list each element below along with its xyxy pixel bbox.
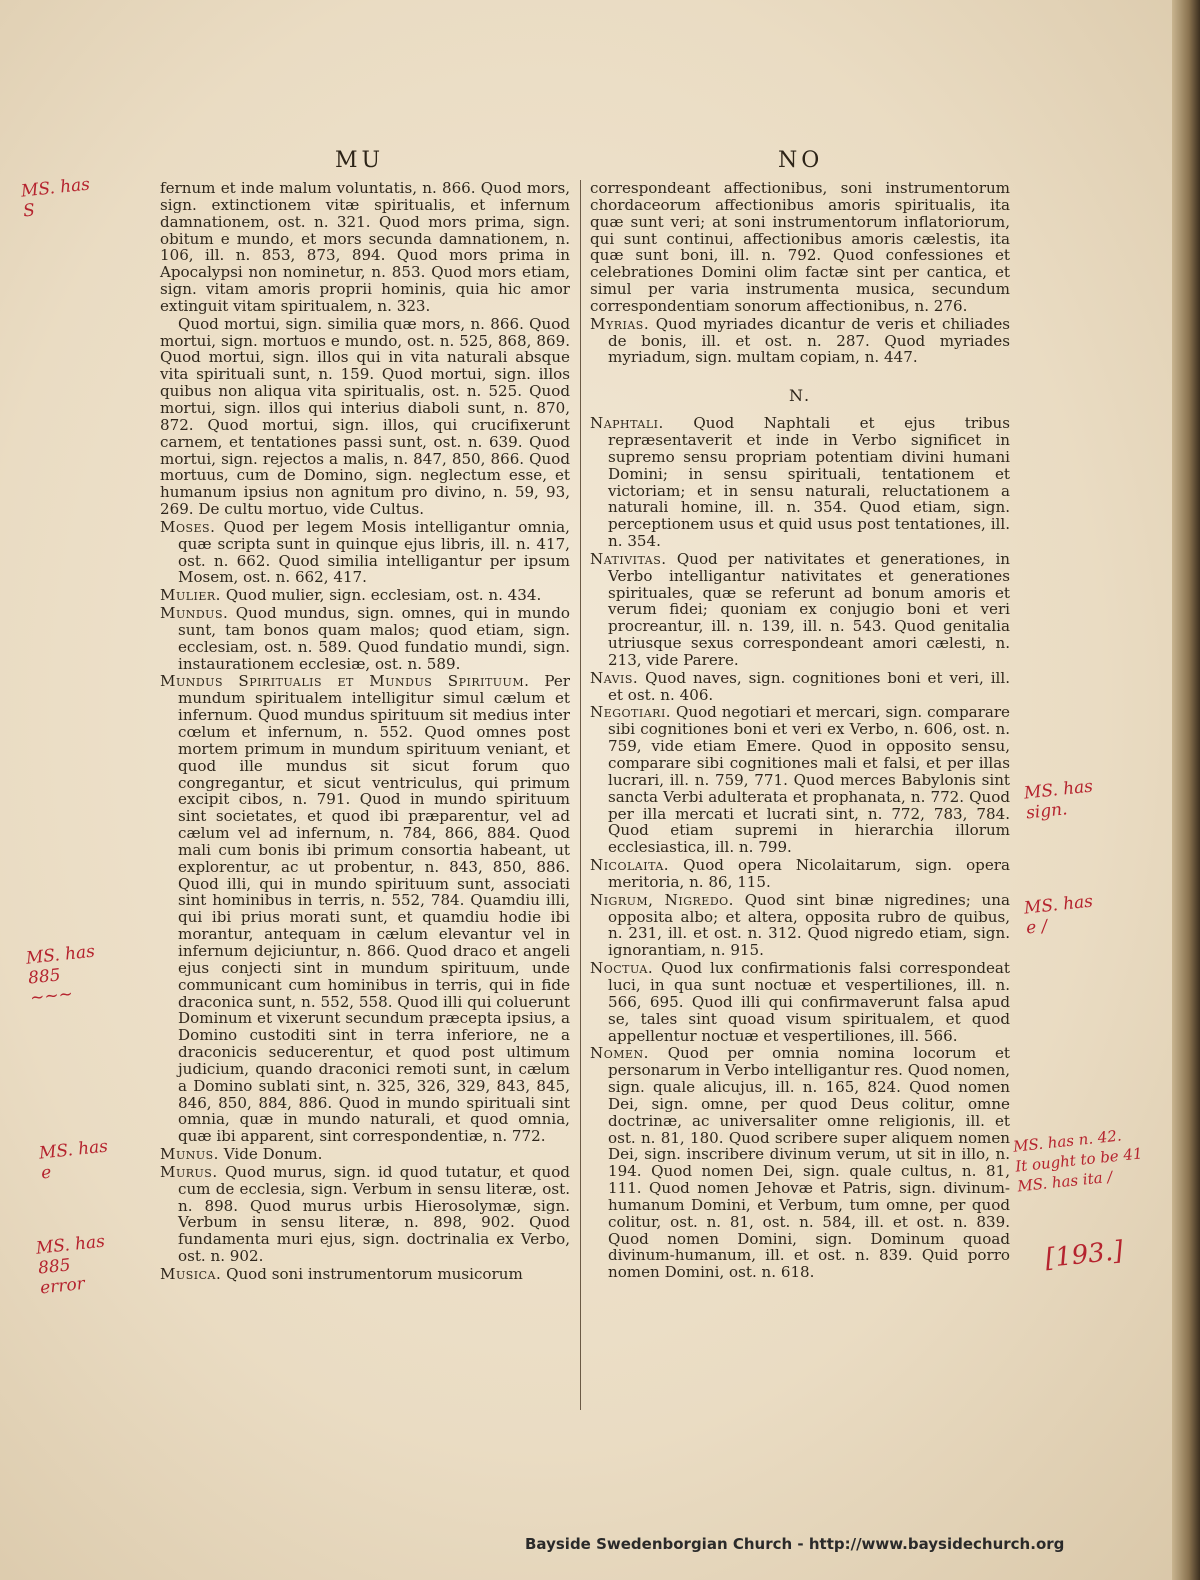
section-letter: N. xyxy=(788,386,812,406)
index-entry xyxy=(160,605,570,672)
entry-text: Quod mortui, sign. similia quæ mors, n. 866. Quod mortui, sign. mortuos e mundo, ost. n. 525, 868, 869. Quod mortui, sign. illos qui in vita naturali absque vita spirituali sunt, n. 159. Quod mortui, sign. illos quibus non aliqua vita spiritualis, ost. n. 525. Quod mortui, sign. illos qui interius diaboli sunt, n. 870, 872. Quod mortui, sign. illos, qui crucifixerunt carnem, et tentationes passi sunt, ost. n. 639. Quod mortui, sign. rejectos a malis, n. 847, 850, 866. Quod mortuus, cum de Domino, sign. neglectum esse, et humanum ipsius non agnitum pro divino, n. 59, 93, 269. De cultu mortuo, vide Cultus. xyxy=(160,314,570,519)
entry-headword: Nomen. xyxy=(590,1044,649,1063)
margin-note: MS. has 885 ~~~ xyxy=(25,941,96,1009)
entry-text: Quod sint binæ nigredines; una opposita albo; et altera, opposita rubro de quibus, n. 231, ill. et ost. n. 312. Quod nigredo etiam, sign. ignorantiam, n. 915. xyxy=(608,890,1010,960)
entry-headword: Murus. xyxy=(160,1162,218,1181)
index-entry xyxy=(590,551,1010,669)
index-entry xyxy=(160,1266,570,1283)
entry-text: Quod murus, sign. id quod tutatur, et quod cum de ecclesia, sign. Verbum in sensu literæ, ost. n. 898. Quod murus urbis Hierosolymæ, sign. Verbum in sensu literæ, n. 898, 902. Quod fundamenta muri ejus, sign. doctrinalia ex Verbo, ost. n. 902. xyxy=(178,1162,570,1266)
index-entry xyxy=(160,673,570,1145)
margin-note: MS. has e / xyxy=(1023,891,1094,939)
index-entry xyxy=(160,587,570,604)
entry-headword: Mundus. xyxy=(160,604,229,623)
index-entry xyxy=(160,180,570,315)
index-entry xyxy=(590,180,1010,315)
margin-note: MS. has 885 error xyxy=(35,1231,106,1299)
entry-headword: Negotiari. xyxy=(590,703,672,722)
entry-headword: Moses. xyxy=(160,517,216,536)
entry-text: Quod opera Nicolaitarum, sign. opera meritoria, n. 86, 115. xyxy=(608,856,1010,891)
index-entry xyxy=(590,670,1010,704)
margin-note: MS. has n. 42. It ought to be 41 MS. has ita / xyxy=(1012,1126,1144,1196)
index-entry xyxy=(160,1164,570,1265)
entry-text: Quod mulier, sign. ecclesiam, ost. n. 434. xyxy=(225,586,542,605)
entry-text: Quod lux confirmationis falsi correspondeat luci, in qua sunt noctuæ et vespertiliones, ill. n. 566, 695. Quod illi qui confirmaverunt falsa apud se, tales sint quoad visum spiritualem, et quod appellentur noctuæ et vespertiliones, ill. 566. xyxy=(608,959,1010,1045)
entry-headword: Naphtali. xyxy=(590,414,664,433)
entry-text: correspondeant affectionibus, soni instrumentorum chordaceorum affectionibus amoris spiritualis, ita quæ sunt veri; at soni instrumentorum inflatoriorum, qui sunt continui, affectionibus amoris cælestis, ita quæ sunt boni, ill. n. 792. Quod confessiones et celebrationes Domini olim factæ sint per cantica, et simul per varia instrumenta musica, secundum correspondentiam sonorum affectionibus, n. 276. xyxy=(590,179,1010,315)
running-head-right: NO xyxy=(778,148,824,173)
entry-text: Quod per nativitates et generationes, in Verbo intelligantur nativitates et generationes spirituales, quæ se referunt ad bonum amoris et verum fidei; quoniam ex conjugio boni et veri procreantur, ill. n. 139, ill. n. 543. Quod genitalia utriusque sexus correspondeant amori cælesti, n. 213, vide Parere. xyxy=(608,549,1010,669)
entry-headword: Munus. xyxy=(160,1145,219,1164)
entry-text: Vide Donum. xyxy=(223,1145,323,1164)
index-entry xyxy=(590,960,1010,1044)
margin-note: [193.] xyxy=(1043,1235,1125,1275)
entry-text: Quod per legem Mosis intelligantur omnia, quæ scripta sunt in quinque ejus libris, ill. n. 417, ost. n. 662. Quod similia intelligantur per ipsum Mosem, ost. n. 662, 417. xyxy=(178,517,570,587)
entry-text: Per mundum spiritualem intelligitur simul cælum et infernum. Quod mundus spirituum sit medius inter cœlum et infernum, n. 552. Quod omnes post mortem primum in mundum spirituum veniant, et quod ille mundus sit sicut forum quo congregantur, et sicut ventriculus, qui primum excipit cibos, n. 791. Quod in mundo spirituum sint societates, et quod ibi præparentur, vel ad cælum vel ad infernum, n. 784, 866, 884. Quod mali cum bonis ibi primum consortia habeant, ut explorentur, ac ut probentur, n. 843, 850, 886. Quod illi, qui in mundo spirituum sunt, associati sint hominibus in terris, n. 552, 784. Quamdiu illi, qui ibi prius morati sunt, et quamdiu hodie ibi morantur, antequam in cælum elevantur vel in infernum dejiciuntur, n. 866. Quod draco et angeli ejus conjecti sint in mundum spirituum, unde communicant cum hominibus in terris, qui in fide draconica sunt, n. 552, 558. Quod illi qui coluerunt Dominum et vixerunt secundum præcepta ipsius, a Domino custoditi sint in terra inferiore, ne a draconicis seducerentur, et quod post ultimum judicium, quando draconici remoti sunt, in cælum a Domino sublati sint, n. 325, 326, 329, 843, 845, 846, 850, 884, 886. Quod in mundo spirituali sint omnia, quæ in mundo naturali, et quod omnia, quæ ibi apparent, sint correspondentiæ, n. 772. xyxy=(178,672,570,1146)
margin-note: MS. has e xyxy=(38,1136,109,1184)
entry-text: Quod negotiari et mercari, sign. comparare sibi cognitiones boni et veri ex Verbo, n. 606, ost. n. 759, vide etiam Emere. Quod in opposito sensu, comparare sibi cognitiones mali et falsi, et per illas lucrari, ill. n. 759, 771. Quod merces Babylonis sint sancta Verbi adulterata et prophanata, n. 772. Quod per illa mercati et lucrati sint, n. 772, 783, 784. Quod etiam supremi in hierarchia illorum ecclesiastica, ill. n. 799. xyxy=(608,703,1010,857)
entry-headword: Nigrum, Nigredo. xyxy=(590,890,734,909)
left-column xyxy=(160,180,570,1284)
entry-headword: Navis. xyxy=(590,668,639,687)
entry-text: Quod naves, sign. cognitiones boni et veri, ill. et ost. n. 406. xyxy=(608,668,1010,704)
index-entry xyxy=(590,857,1010,891)
index-entry xyxy=(160,519,570,586)
column-divider xyxy=(580,180,581,1410)
entry-text: Quod Naphtali et ejus tribus repræsentaverit et inde in Verbo significet in supremo sensu propriam potentiam divini humani Domini; in sensu spirituali, tentationem et victoriam; et in sensu naturali, reluctationem a naturali homine, ill. n. 354. Quod etiam, sign. perceptionem usus et quid usus post tentationes, ill. n. 354. xyxy=(608,414,1010,551)
entry-headword: Musica. xyxy=(160,1265,222,1283)
entry-text: Quod soni instrumentorum musicorum xyxy=(226,1265,523,1283)
entry-headword: Nicolaita. xyxy=(590,856,670,875)
footer-credit: Bayside Swedenborgian Church - http://www.baysidechurch.org xyxy=(525,1535,1065,1553)
entry-text: Quod myriades dicantur de veris et chiliades de bonis, ill. et ost. n. 287. Quod myriades myriadum, sign. multam copiam, n. 447. xyxy=(608,314,1010,367)
index-entry xyxy=(590,415,1010,550)
margin-note: MS. has sign. xyxy=(1023,776,1094,824)
index-entry xyxy=(160,1146,570,1163)
entry-text: Quod per omnia nomina locorum et personarum in Verbo intelligantur res. Quod nomen, sign. quale alicujus, ill. n. 165, 824. Quod nomen Dei, sign. omne, per quod Deus colitur, omne doctrinæ, ac universaliter omne religionis, ill. et ost. n. 81, 180. Quod scribere super aliquem nomen Dei, sign. inscribere divinum verum, ut sit in illo, n. 194. Quod nomen Dei, sign. quale cultus, n. 81, 111. Quod nomen Jehovæ et Patris, sign. divinum-humanum Domini, et Verbum, tum omne, per quod colitur, ost. n. 81, ost. n. 584, ill. et ost. n. 839. Quod nomen Domini, sign. Dominum quoad divinum-humanum, ill. et ost. n. 839. Quid porro nomen Domini, ost. n. 618. xyxy=(608,1044,1010,1282)
index-entry xyxy=(160,316,570,518)
entry-text: Quod mundus, sign. omnes, qui in mundo sunt, tam bonos quam malos; quod etiam, sign. ecclesiam, ost. n. 589. Quod fundatio mundi, sign. instaurationem ecclesiæ, ost. n. 589. xyxy=(178,604,570,673)
index-entry xyxy=(590,316,1010,367)
entry-headword: Noctua. xyxy=(590,959,654,978)
index-entry xyxy=(590,1045,1010,1281)
margin-note: MS. has S xyxy=(20,174,91,222)
entry-text: fernum et inde malum voluntatis, n. 866. Quod mors, sign. extinctionem vitæ spiritualis, et infernum damnationem, ost. n. 321. Quod mors prima, sign. obitum e mundo, et mors secunda damnationem, n. 106, ill. n. 853, 873, 894. Quod mors prima in Apocalypsi non nominetur, n. 853. Quod mors etiam, sign. vitam amoris proprii hominis, quia hic amor extinguit vitam spiritualem, n. 323. xyxy=(160,179,570,315)
index-entry xyxy=(590,704,1010,856)
book-spine xyxy=(1172,0,1200,1580)
entry-headword: Nativitas. xyxy=(590,549,667,568)
running-head-left: MU xyxy=(335,148,385,173)
entry-headword: Mulier. xyxy=(160,586,221,605)
entry-headword: Myrias. xyxy=(590,314,650,333)
entry-headword: Mundus Spiritualis et Mundus Spirituum. xyxy=(160,672,530,691)
index-entry xyxy=(590,892,1010,959)
right-column xyxy=(590,180,1010,1282)
